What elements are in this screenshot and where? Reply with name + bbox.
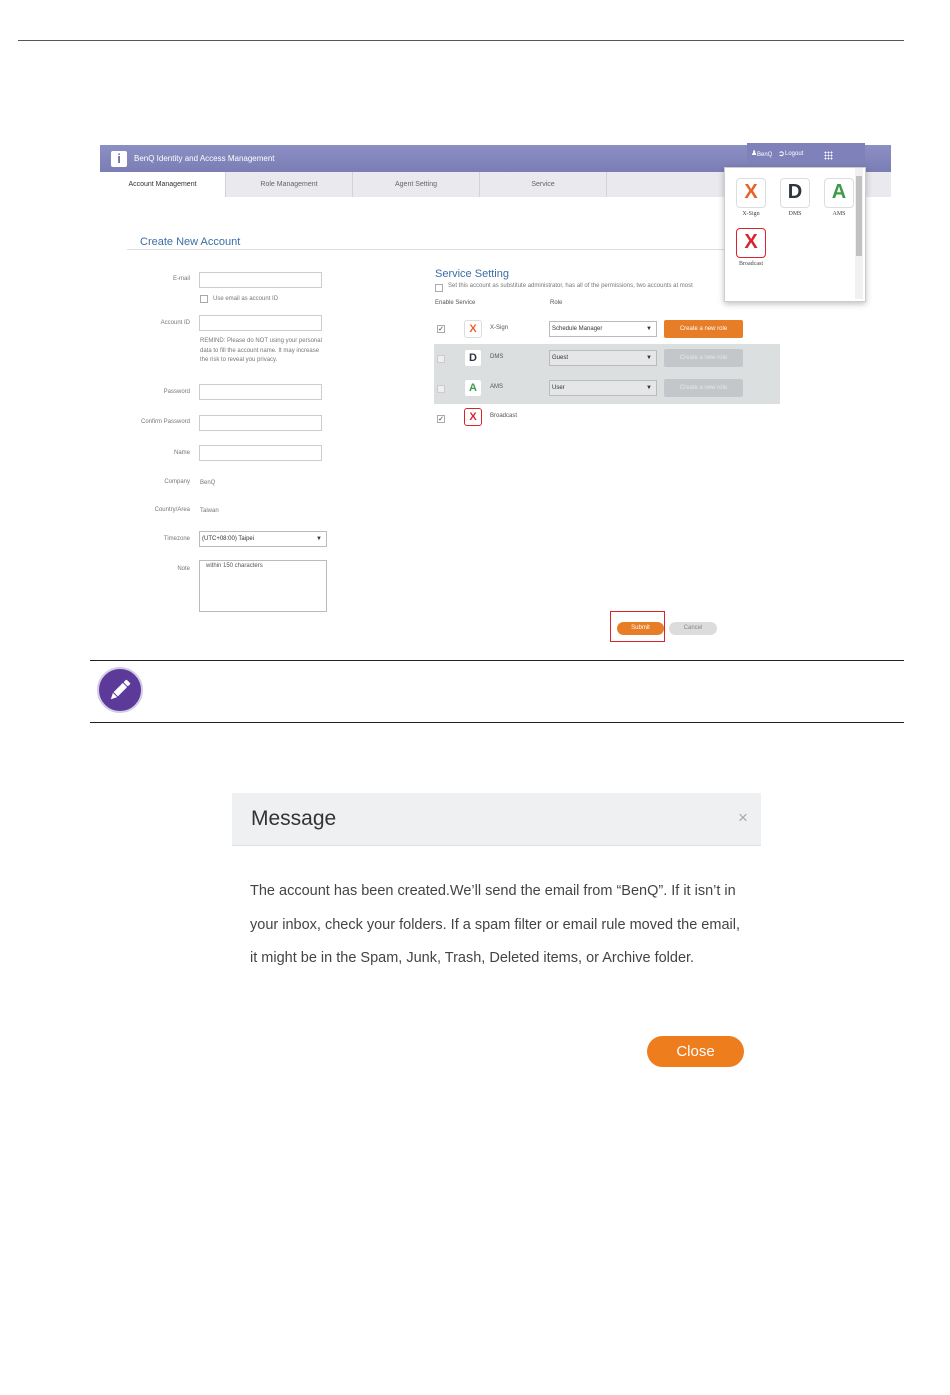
benq-logo-icon: i xyxy=(111,151,127,167)
ams-role-value: User xyxy=(552,385,565,391)
substitute-admin-checkbox[interactable] xyxy=(435,284,443,292)
substitute-admin-label: Set this account as substitute administrator, has all of the permissions, two accounts at most xyxy=(448,283,693,289)
app-switcher-xsign[interactable] xyxy=(731,178,771,217)
app-title: BenQ Identity and Access Management xyxy=(134,154,275,163)
email-field[interactable] xyxy=(199,272,322,288)
user-icon: ♟ xyxy=(751,150,758,157)
dropdown-arrow-icon: ▼ xyxy=(646,355,652,361)
close-icon[interactable]: × xyxy=(738,808,748,827)
remind-text: REMIND: Please do NOT using your personal data to fill the account name. It may increase the risk to reveal you privacy. xyxy=(200,338,322,363)
dialog-header xyxy=(232,793,761,846)
dms-icon: D xyxy=(780,178,810,208)
note-top-rule xyxy=(90,660,904,661)
tab-account-management[interactable]: Account Management xyxy=(100,172,226,197)
cancel-button[interactable]: Cancel xyxy=(669,622,717,635)
app-switcher-dropdown xyxy=(724,167,866,302)
section-divider xyxy=(127,249,807,250)
dropdown-arrow-icon: ▼ xyxy=(316,536,322,542)
dropdown-arrow-icon: ▼ xyxy=(646,326,652,332)
message-dialog xyxy=(232,793,761,1078)
timezone-label: Timezone xyxy=(163,536,190,542)
confirm-password-field[interactable] xyxy=(199,415,322,431)
ams-name: AMS xyxy=(490,384,504,390)
broadcast-name: Broadcast xyxy=(490,413,518,419)
ams-create-role-button[interactable]: Create a new role xyxy=(664,379,743,397)
dms-icon: D xyxy=(464,349,482,367)
company-label: Company xyxy=(164,479,190,485)
password-field[interactable] xyxy=(199,384,322,400)
pencil-note-icon xyxy=(97,667,143,713)
name-field[interactable] xyxy=(199,445,322,461)
logout-icon: ➲ xyxy=(778,149,785,158)
xsign-enable-checkbox[interactable]: ✓ xyxy=(438,326,444,333)
app-switcher-dms-label: DMS xyxy=(788,211,802,217)
xsign-create-role-button[interactable]: Create a new role xyxy=(664,320,743,338)
country-label: Country/Area xyxy=(154,507,190,513)
dropdown-arrow-icon: ▼ xyxy=(646,385,652,391)
ams-icon: A xyxy=(824,178,854,208)
section-title: Create New Account xyxy=(140,236,241,248)
timezone-select[interactable] xyxy=(199,531,327,547)
ams-role-select[interactable] xyxy=(549,380,657,396)
tab-role-management[interactable]: Role Management xyxy=(226,172,353,197)
tab-service[interactable]: Service xyxy=(480,172,607,197)
account-management-screenshot xyxy=(100,143,891,653)
dialog-message: The account has been created.We’ll send the email from “BenQ”. If it isn’t in your inbox, check your folders. If a spam filter or email rule moved the email, it might be in the Spam, Junk, Trash, Deleted items, or Archive folder. xyxy=(250,883,740,966)
app-switcher-ams[interactable] xyxy=(819,178,859,217)
xsign-role-select[interactable] xyxy=(549,321,657,337)
broadcast-icon: X xyxy=(736,228,766,258)
note-label: Note xyxy=(177,566,190,572)
dms-role-value: Guest xyxy=(552,355,569,361)
scrollbar-thumb[interactable] xyxy=(856,176,862,256)
account-id-label: Account ID xyxy=(160,320,190,326)
use-email-checkbox[interactable] xyxy=(200,295,208,303)
email-label: E-mail xyxy=(172,276,190,282)
xsign-icon: X xyxy=(464,320,482,338)
country-value: Taiwan xyxy=(200,508,219,514)
dms-enable-checkbox[interactable] xyxy=(437,355,445,363)
tab-agent-setting[interactable]: Agent Setting xyxy=(353,172,480,197)
app-switcher-ams-label: AMS xyxy=(832,211,846,217)
account-id-field[interactable] xyxy=(199,315,322,331)
close-button[interactable]: Close xyxy=(647,1036,744,1067)
use-email-label: Use email as account ID xyxy=(213,296,279,302)
timezone-value: (UTC+08:00) Taipei xyxy=(202,536,255,542)
role-header: Role xyxy=(550,300,563,306)
note-bottom-rule xyxy=(90,722,904,723)
submit-button[interactable]: Submit xyxy=(617,622,664,635)
app-switcher-broadcast-label: Broadcast xyxy=(739,261,763,267)
app-switcher-xsign-label: X-Sign xyxy=(742,211,760,217)
dialog-title: Message xyxy=(251,807,337,830)
app-switcher-scrollbar[interactable] xyxy=(855,168,863,299)
user-name[interactable]: BenQ xyxy=(757,152,773,158)
page-top-rule xyxy=(18,40,904,41)
app-switcher-dms[interactable] xyxy=(775,178,815,217)
password-label: Password xyxy=(163,389,190,395)
company-value: BenQ xyxy=(200,480,216,486)
dms-create-role-button[interactable]: Create a new role xyxy=(664,349,743,367)
app-switcher-broadcast[interactable] xyxy=(731,228,771,267)
broadcast-enable-checkbox[interactable]: ✓ xyxy=(438,416,444,423)
service-setting-title: Service Setting xyxy=(435,268,509,280)
user-menu xyxy=(747,143,865,167)
confirm-password-label: Confirm Password xyxy=(140,419,190,425)
ams-enable-checkbox[interactable] xyxy=(437,385,445,393)
name-label: Name xyxy=(173,450,190,456)
dms-role-select[interactable] xyxy=(549,350,657,366)
logout-link[interactable]: Logout xyxy=(785,151,804,157)
note-placeholder: within 150 characters xyxy=(206,563,263,569)
broadcast-icon: X xyxy=(464,408,482,426)
dms-name: DMS xyxy=(490,354,504,360)
enable-service-header: Enable Service xyxy=(435,300,476,306)
xsign-name: X-Sign xyxy=(490,325,509,331)
app-grid-icon[interactable] xyxy=(824,151,833,160)
xsign-icon: X xyxy=(736,178,766,208)
ams-icon: A xyxy=(464,379,482,397)
xsign-role-value: Schedule Manager xyxy=(552,326,603,332)
note-textarea[interactable] xyxy=(199,560,327,612)
